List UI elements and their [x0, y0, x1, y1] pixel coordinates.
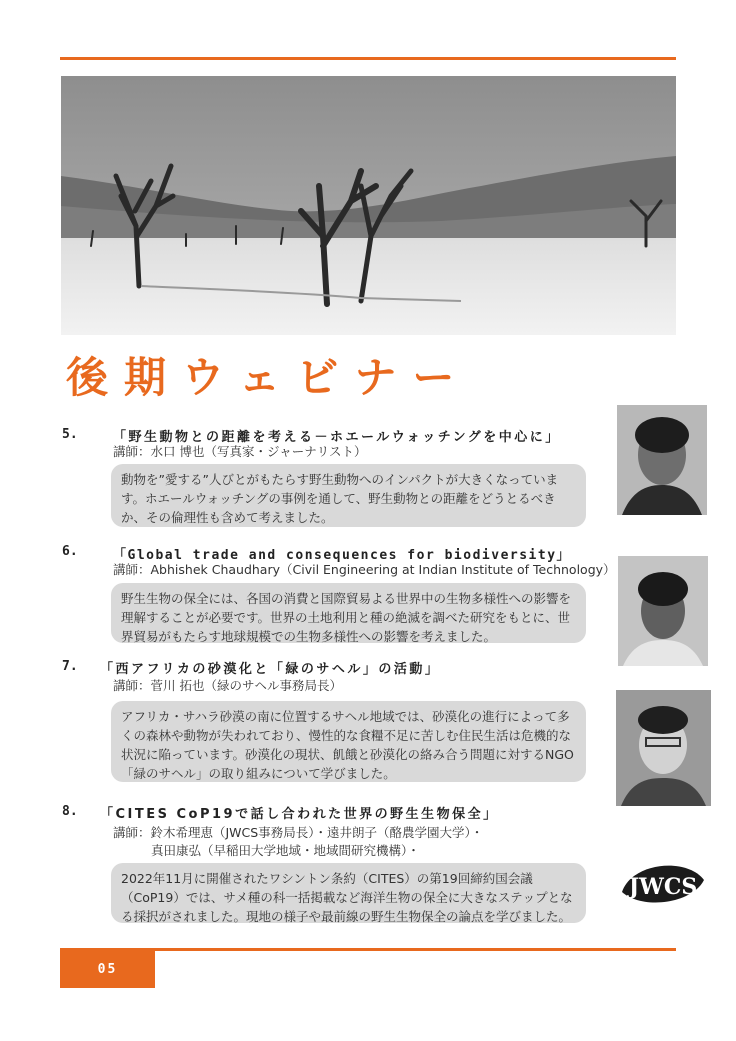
item-description: アフリカ・サハラ砂漠の南に位置するサヘル地域では、砂漠化の進行によって多くの森林や動物が失われており、慢性的な食糧不足に苦しむ住民生活は危機的な状況に陥っています。砂漠化の現状、飢餓と砂漠化の絡み合う問題に対するNGO「緑のサヘル」の取り組みについて学びました。 [111, 701, 586, 782]
item-lecturer: 講師：Abhishek Chaudhary（Civil Engineering at Indian Institute of Technology） [113, 562, 616, 577]
item-description: 野生生物の保全には、各国の消費と国際貿易よる世界中の生物多様性への影響を理解することが必要です。世界の土地利用と種の絶滅を調べた研究をもとに、世界貿易がもたらす地球規模での生物多様性への影響を考えました。 [111, 583, 586, 643]
logo-text: JWCS [628, 874, 698, 900]
item-lecturer: 講師：菅川 拓也（緑のサヘル事務局長） [113, 678, 342, 693]
lecturer-photo [616, 690, 711, 806]
item-description: 動物を”愛する”人びとがもたらす野生動物へのインパクトが大きくなっています。ホエールウォッチングの事例を通して、野生動物との距離をどうとるべきか、その倫理性も含めて考えました。 [111, 464, 586, 527]
item-number: 5. [62, 427, 78, 442]
item-title: 「西アフリカの砂漠化と「緑のサヘル」の活動」 [100, 662, 441, 677]
item-title: 「CITES CoP19で話し合われた世界の野生生物保全」 [100, 807, 499, 822]
item-number: 8. [62, 804, 78, 819]
item-title: 「Global trade and consequences for biodiversity」 [113, 548, 572, 563]
item-number: 7. [62, 659, 78, 674]
section-heading: 後期ウェビナー [66, 353, 471, 402]
item-lecturer: 講師：水口 博也（写真家・ジャーナリスト） [113, 444, 367, 459]
lecturer-photo [617, 405, 707, 515]
item-lecturer: 講師：鈴木希理恵（JWCS事務局長）・遠井朗子（酪農学園大学）・ [113, 825, 484, 840]
item-title: 「野生動物との距離を考える－ホエールウォッチングを中心に」 [113, 430, 561, 445]
hero-desert-photo [61, 76, 676, 335]
item-description: 2022年11月に開催されたワシントン条約（CITES）の第19回締約国会議（CoP19）では、サメ種の科一括掲載など海洋生物の保全に大きなステップとなる採択がされました。現地の様子や最前線の野生生物保全の論点を学びました。 [111, 863, 586, 923]
top-rule [60, 57, 676, 60]
jwcs-logo [612, 832, 714, 936]
item-lecturer-continued: 真田康弘（早稲田大学地域・地域間研究機構）・ [151, 843, 420, 858]
item-number: 6. [62, 544, 78, 559]
lecturer-photo [618, 556, 708, 666]
page-number: 05 [60, 950, 155, 988]
